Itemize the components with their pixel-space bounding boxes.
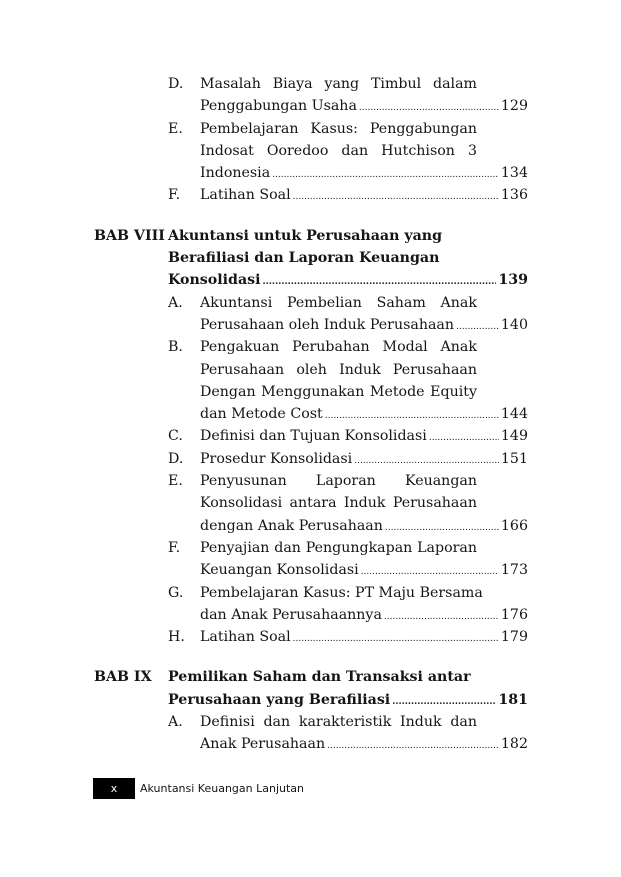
toc-entry-text: Konsolidasi antara Induk Perusahaan [200, 495, 477, 512]
toc-entry-line [94, 582, 528, 604]
dot-leader [272, 164, 499, 186]
dot-leader [325, 405, 499, 427]
dot-leader [385, 517, 499, 539]
toc-entry-line [94, 537, 528, 559]
toc-entry-title: Latihan Soal [200, 629, 291, 646]
toc-entry-text: Dengan Menggunakan Metode Equity [200, 383, 477, 400]
toc-entry-letter: A. [168, 294, 183, 311]
toc-entry-title: Perusahaan oleh Induk Perusahaan [200, 316, 455, 333]
chapter-title-last: Konsolidasi [168, 272, 261, 289]
chapter-title: Berafiliasi dan Laporan Keuangan [168, 250, 440, 267]
toc-page-number: 176 [500, 606, 528, 623]
toc-entry-line [94, 711, 528, 733]
toc-page-number: 151 [500, 450, 528, 467]
chapter-heading-line [94, 247, 528, 269]
section-gap [94, 207, 528, 225]
toc-entry-text: Definisi dan karakteristik Induk dan [200, 714, 477, 731]
toc-entry[interactable] [94, 162, 528, 184]
toc-entry-title: Keuangan Konsolidasi [200, 562, 359, 579]
toc-leader [200, 604, 528, 628]
dot-leader [327, 735, 499, 757]
dot-leader [429, 427, 499, 449]
toc-leader [200, 95, 528, 119]
toc-entry[interactable] [94, 403, 528, 425]
toc-entry-letter: F. [168, 539, 181, 556]
toc-leader [200, 626, 528, 650]
toc-page-number: 166 [500, 517, 528, 534]
toc-entry-line [94, 140, 528, 162]
dot-leader [359, 97, 499, 119]
toc-entry-line [94, 492, 528, 514]
toc-entry-line [94, 118, 528, 140]
toc-entry-line [94, 381, 528, 403]
toc-leader [168, 689, 528, 713]
toc-entry-text: Pengakuan Perubahan Modal Anak [200, 339, 477, 356]
chapter-page-number: 139 [498, 272, 528, 289]
chapter-entry[interactable] [94, 689, 528, 711]
toc-entry[interactable] [94, 95, 528, 117]
dot-leader [384, 606, 499, 628]
toc-page-number: 134 [500, 165, 528, 182]
toc-leader [200, 403, 528, 427]
toc-entry-line [94, 73, 528, 95]
toc-entry[interactable] [94, 184, 528, 206]
toc-entry-line [94, 292, 528, 314]
toc-page-number: 149 [500, 428, 528, 445]
toc-entry[interactable] [94, 515, 528, 537]
toc-leader [200, 184, 528, 208]
toc-page-number: 179 [500, 629, 528, 646]
toc-entry-title: dan Metode Cost [200, 406, 323, 423]
toc-entry-text: Penyusunan Laporan Keuangan [200, 473, 477, 490]
toc-entry-title: Prosedur Konsolidasi [200, 450, 353, 467]
toc-entry[interactable] [94, 448, 528, 470]
toc-entry-letter: E. [168, 473, 183, 490]
chapter-entry[interactable] [94, 269, 528, 291]
toc-entry-letter: D. [168, 450, 184, 467]
chapter-label: BAB VIII [94, 227, 165, 244]
toc-leader [200, 448, 528, 472]
toc-entry-line [94, 470, 528, 492]
toc-page-number: 173 [500, 562, 528, 579]
toc-leader [200, 733, 528, 757]
toc-page-number: 144 [500, 406, 528, 423]
chapter-title-last: Perusahaan yang Berafiliasi [168, 691, 391, 708]
footer-page-number: x [93, 778, 135, 799]
table-of-contents [94, 73, 528, 756]
dot-leader [392, 691, 496, 713]
toc-page-number: 140 [500, 316, 528, 333]
footer-book-title: Akuntansi Keuangan Lanjutan [140, 782, 305, 795]
toc-entry-title: dan Anak Perusahaannya [200, 606, 382, 623]
toc-leader [200, 314, 528, 338]
toc-entry-letter: G. [168, 584, 184, 601]
toc-page-number: 136 [500, 187, 528, 204]
toc-entry-letter: H. [168, 629, 185, 646]
toc-entry-line [94, 336, 528, 358]
chapter-heading-line [94, 225, 528, 247]
toc-entry[interactable] [94, 314, 528, 336]
dot-leader [354, 450, 499, 472]
chapter-title: Pemilikan Saham dan Transaksi antar [168, 669, 471, 686]
toc-entry[interactable] [94, 559, 528, 581]
dot-leader [263, 271, 497, 293]
dot-leader [293, 628, 499, 650]
toc-entry-title: Definisi dan Tujuan Konsolidasi [200, 428, 427, 445]
toc-leader [200, 425, 528, 449]
toc-leader [200, 162, 528, 186]
toc-entry[interactable] [94, 626, 528, 648]
toc-entry-text: Penyajian dan Pengungkapan Laporan [200, 539, 477, 556]
toc-entry-text: Masalah Biaya yang Timbul dalam [200, 76, 477, 92]
toc-entry-title: Anak Perusahaan [200, 736, 326, 753]
toc-entry-title: dengan Anak Perusahaan [200, 517, 383, 534]
toc-entry-line [94, 359, 528, 381]
toc-entry[interactable] [94, 733, 528, 755]
toc-entry-text: Pembelajaran Kasus: Penggabungan [200, 120, 477, 137]
toc-entry[interactable] [94, 425, 528, 447]
chapter-page-number: 181 [498, 691, 528, 708]
section-gap [94, 648, 528, 666]
chapter-title: Akuntansi untuk Perusahaan yang [168, 227, 443, 244]
toc-entry-title: Latihan Soal [200, 187, 291, 204]
toc-entry-letter: E. [168, 120, 183, 137]
toc-page-number: 182 [500, 736, 528, 753]
chapter-heading-line [94, 666, 528, 688]
dot-leader [293, 186, 499, 208]
toc-entry-text: Indosat Ooredoo dan Hutchison 3 [200, 142, 477, 159]
toc-entry-letter: A. [168, 714, 183, 731]
toc-entry-text: Pembelajaran Kasus: PT Maju Bersama [200, 584, 483, 601]
toc-leader [168, 269, 528, 293]
toc-entry-text: Perusahaan oleh Induk Perusahaan [200, 361, 477, 378]
toc-leader [200, 559, 528, 583]
toc-entry-letter: F. [168, 187, 181, 204]
toc-leader [200, 515, 528, 539]
toc-entry-title: Indonesia [200, 165, 271, 182]
toc-entry-title: Penggabungan Usaha [200, 98, 357, 115]
toc-entry-letter: C. [168, 428, 183, 445]
dot-leader [361, 561, 499, 583]
toc-entry[interactable] [94, 604, 528, 626]
toc-entry-letter: B. [168, 339, 183, 356]
toc-entry-letter: D. [168, 76, 184, 92]
toc-page-number: 129 [500, 98, 528, 115]
chapter-label: BAB IX [94, 669, 152, 686]
toc-entry-text: Akuntansi Pembelian Saham Anak [200, 294, 477, 311]
dot-leader [456, 316, 499, 338]
